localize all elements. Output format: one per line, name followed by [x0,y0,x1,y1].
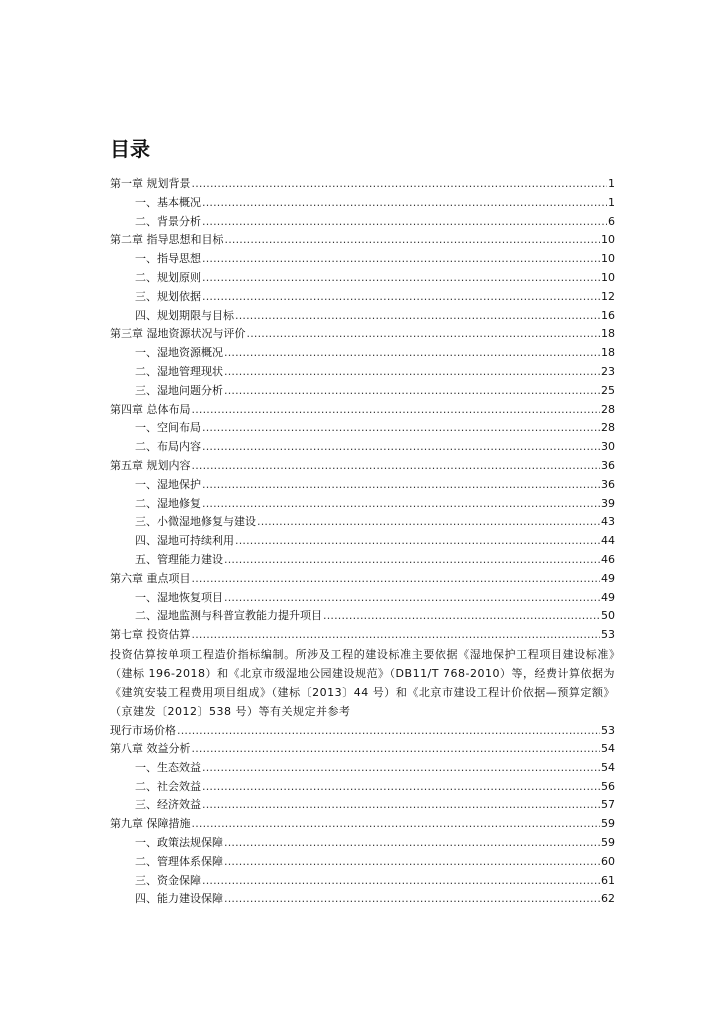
toc-chapter-entry[interactable] [110,570,615,589]
toc-entry-label: 一、空间布局 [135,421,201,435]
toc-entry-label: 五、管理能力建设 [135,552,223,566]
toc-leader-dots [224,344,600,363]
toc-entry-label: 二、规划原则 [135,270,201,284]
toc-leader-dots [247,325,601,344]
toc-entry-page: 60 [601,854,615,868]
toc-entry-page: 10 [601,233,615,247]
toc-chapter-entry[interactable] [110,626,615,645]
toc-section-entry[interactable] [110,307,615,326]
toc-section-2 [110,740,615,909]
toc-section-entry[interactable] [110,853,615,872]
toc-chapter-entry[interactable] [110,231,615,250]
toc-entry-label: 第七章 投资估算 [110,628,191,642]
toc-entry-page: 39 [601,496,615,510]
toc-entry-label: 四、规划期限与目标 [135,308,234,322]
toc-entry-label: 四、能力建设保障 [135,892,223,906]
toc-entry-label: 一、生态效益 [135,760,201,774]
toc-entry-label: 第四章 总体布局 [110,402,191,416]
toc-entry-page: 61 [601,873,615,887]
toc-entry-label: 一、湿地恢复项目 [135,590,223,604]
toc-section-entry[interactable] [110,194,615,213]
toc-leader-dots [192,175,608,194]
toc-section-entry[interactable] [110,250,615,269]
toc-entry-label: 三、资金保障 [135,873,201,887]
toc-leader-dots [257,513,600,532]
toc-section-entry[interactable] [110,890,615,909]
toc-entry-label: 二、湿地管理现状 [135,364,223,378]
toc-entry-label: 二、布局内容 [135,440,201,454]
toc-leader-dots [235,532,600,551]
toc-section-entry[interactable] [110,419,615,438]
toc-entry-page: 49 [601,571,615,585]
toc-chapter-entry[interactable] [110,175,615,194]
toc-leader-dots [323,607,600,626]
toc-entry-label: 第三章 湿地资源状况与评价 [110,327,246,341]
toc-section-entry[interactable] [110,438,615,457]
toc-leader-dots [202,438,600,457]
toc-entry-page: 54 [601,741,615,755]
toc-chapter-entry[interactable] [110,325,615,344]
page-title: 目录 [110,137,150,161]
toc-entry-page: 18 [601,327,615,341]
toc-leader-dots [202,476,600,495]
toc-leader-dots [202,419,600,438]
toc-leader-dots [224,834,600,853]
toc-leader-dots [224,551,600,570]
toc-section-1 [110,175,615,645]
toc-leader-dots [202,194,607,213]
toc-leader-dots [202,495,600,514]
toc-leader-dots [202,872,600,891]
toc-section-entry[interactable] [110,495,615,514]
toc-paragraph-last-label: 现行市场价格 [110,723,176,737]
toc-leader-dots [202,250,600,269]
toc-section-entry[interactable] [110,382,615,401]
toc-section-entry[interactable] [110,551,615,570]
toc-entry-page: 54 [601,760,615,774]
toc-entry-label: 三、规划依据 [135,289,201,303]
toc-entry-label: 一、政策法规保障 [135,835,223,849]
toc-leader-dots [202,778,600,797]
toc-entry-page: 44 [601,534,615,548]
toc-entry-label: 二、社会效益 [135,779,201,793]
toc-entry-page: 12 [601,289,615,303]
toc-section-entry[interactable] [110,476,615,495]
toc-leader-dots [192,570,601,589]
toc-paragraph[interactable] [110,645,615,721]
toc-entry-page: 28 [601,421,615,435]
toc-entry-label: 一、湿地保护 [135,477,201,491]
toc-leader-dots [202,213,607,232]
toc-entry-label: 二、湿地监测与科普宣教能力提升项目 [135,609,322,623]
toc-entry-page: 10 [601,252,615,266]
toc-entry-label: 第八章 效益分析 [110,741,191,755]
toc-paragraph-page: 53 [601,723,615,737]
toc-section-entry[interactable] [110,872,615,891]
toc-leader-dots [202,288,600,307]
toc-entry-page: 59 [601,835,615,849]
toc-entry-page: 57 [601,798,615,812]
toc-leader-dots [192,626,601,645]
toc-entry-label: 第九章 保障措施 [110,817,191,831]
toc-chapter-entry[interactable] [110,457,615,476]
toc-chapter-entry[interactable] [110,815,615,834]
toc-section-entry[interactable] [110,759,615,778]
toc-section-entry[interactable] [110,834,615,853]
toc-entry-page: 59 [601,817,615,831]
toc-leader-dots [192,401,601,420]
toc-entry-label: 一、湿地资源概况 [135,346,223,360]
toc-leader-dots [192,740,601,759]
toc-leader-dots [202,759,600,778]
toc-leader-dots [177,721,600,740]
toc-entry-page: 36 [601,458,615,472]
toc-leader-dots [202,796,600,815]
toc-chapter-entry[interactable] [110,401,615,420]
toc-section-entry[interactable] [110,344,615,363]
toc-section-entry[interactable] [110,269,615,288]
toc-entry-page: 10 [601,270,615,284]
toc-section-entry[interactable] [110,778,615,797]
toc-chapter-entry[interactable] [110,740,615,759]
toc-leader-dots [225,231,601,250]
toc-entry-page: 62 [601,892,615,906]
toc-leader-dots [224,363,600,382]
toc-section-entry[interactable] [110,607,615,626]
toc-entry-label: 二、背景分析 [135,214,201,228]
toc-entry-page: 1 [608,177,615,190]
toc-entry-page: 50 [601,609,615,623]
toc-entry-page: 25 [601,383,615,397]
toc-entry-label: 二、管理体系保障 [135,854,223,868]
toc-entry-label: 第六章 重点项目 [110,571,191,585]
toc-entry-page: 43 [601,515,615,529]
toc-entry-label: 一、基本概况 [135,195,201,209]
toc-entry-page: 53 [601,628,615,642]
toc-entry-page: 6 [608,214,615,228]
toc-entry-label: 第五章 规划内容 [110,458,191,472]
toc-entry-label: 第一章 规划背景 [110,177,191,190]
toc-leader-dots [192,815,601,834]
toc-entry-page: 18 [601,346,615,360]
toc-leader-dots [192,457,601,476]
toc-leader-dots [224,382,600,401]
toc-leader-dots [224,890,600,909]
toc-leader-dots [235,307,600,326]
toc-entry-page: 1 [608,195,615,209]
toc-section-entry[interactable] [110,363,615,382]
toc-section-entry[interactable] [110,513,615,532]
toc-leader-dots [202,269,600,288]
toc-entry-label: 二、湿地修复 [135,496,201,510]
toc-leader-dots [224,853,600,872]
toc-entry-label: 第二章 指导思想和目标 [110,233,224,247]
toc-section-entry[interactable] [110,796,615,815]
toc-section-entry[interactable] [110,589,615,608]
toc-section-entry[interactable] [110,532,615,551]
toc-entry-page: 49 [601,590,615,604]
toc-entry-label: 三、经济效益 [135,798,201,812]
toc-entry-label: 三、小微湿地修复与建设 [135,515,256,529]
toc-entry-page: 46 [601,552,615,566]
toc-entry-page: 23 [601,364,615,378]
toc-entry-page: 30 [601,440,615,454]
toc-section-entry[interactable] [110,213,615,232]
toc-paragraph-last-line[interactable] [110,721,615,740]
toc-entry-page: 16 [601,308,615,322]
table-of-contents [110,175,615,909]
toc-paragraph-text: 投资估算按单项工程造价指标编制。所涉及工程的建设标准主要依据《湿地保护工程项目建设标准》（建标 196-2018）和《北京市级湿地公园建设规范》（DB11/T 768-2010）等，经费计算依据为《建筑安装工程费用项目组成》（建标〔2013〕44 号）和《北京市建设工程计价依据—预算定额》（京建发〔2012〕538 号）等有关规定并参考 [110,647,615,718]
toc-entry-label: 三、湿地问题分析 [135,383,223,397]
toc-entry-label: 四、湿地可持续利用 [135,534,234,548]
toc-leader-dots [224,589,600,608]
toc-entry-label: 一、指导思想 [135,252,201,266]
toc-entry-page: 36 [601,477,615,491]
toc-entry-page: 56 [601,779,615,793]
toc-section-entry[interactable] [110,288,615,307]
toc-entry-page: 28 [601,402,615,416]
